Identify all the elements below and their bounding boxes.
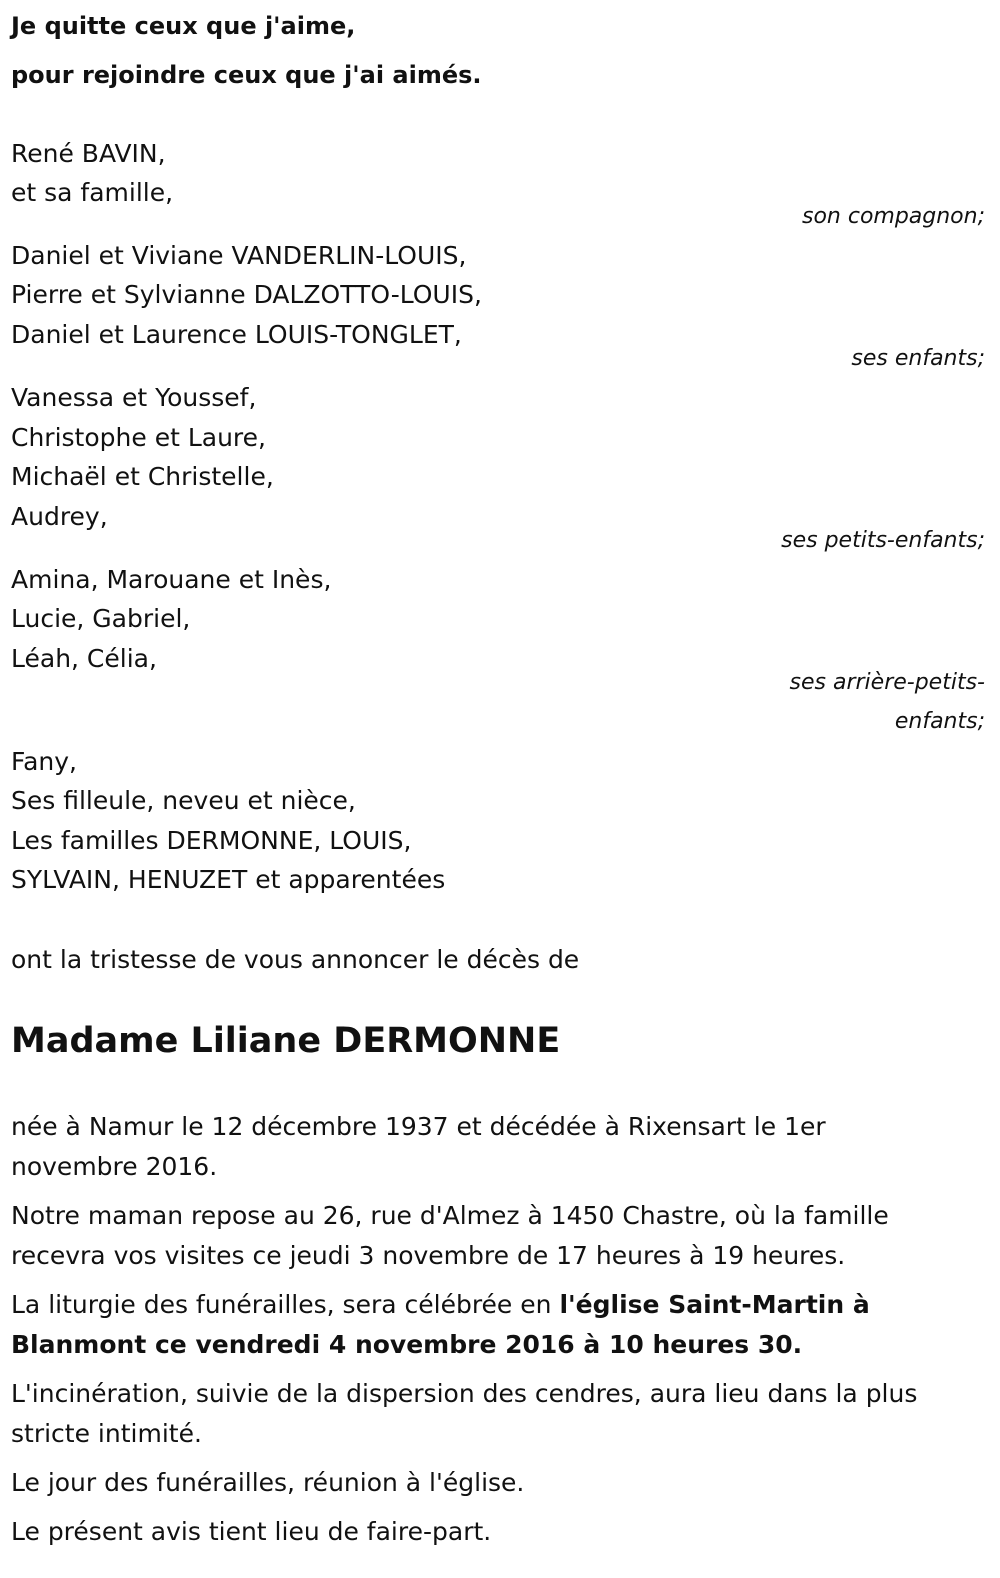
role-companion: son compagnon; [801,204,985,229]
role-great-grandchildren-line-1: ses arrière-petits- [789,670,985,695]
others-line-4: SYLVAIN, HENUZET et apparentées [11,865,446,894]
birth-line-1: née à Namur le 12 décembre 1937 et décédée à Rixensart le 1er [11,1112,826,1141]
liturgy-line-2: Blanmont ce vendredi 4 novembre 2016 à 10 heures 30. [11,1330,803,1359]
quote-line-2: pour rejoindre ceux que j'ai aimés. [11,61,482,89]
cremation-line-1: L'incinération, suivie de la dispersion des cendres, aura lieu dans la plus [11,1379,918,1408]
children-line-1: Daniel et Viviane VANDERLIN-LOUIS, [11,241,467,270]
birth-line-2: novembre 2016. [11,1152,218,1181]
role-grandchildren: ses petits-enfants; [781,528,985,553]
birth-death-paragraph [11,1107,986,1187]
visit-line-1: Notre maman repose au 26, rue d'Almez à 1450 Chastre, où la famille [11,1201,889,1230]
deceased-name: Madame Liliane DERMONNE [11,1021,561,1061]
notice-text: Le présent avis tient lieu de faire-part. [11,1517,492,1546]
liturgy-paragraph [11,1285,986,1365]
visit-line-2: recevra vos visites ce jeudi 3 novembre de 17 heures à 19 heures. [11,1241,846,1270]
role-great-grandchildren-line-2: enfants; [894,709,985,734]
great-grandchildren-line-1: Amina, Marouane et Inès, [11,565,332,594]
liturgy-prefix: La liturgie des funérailles, sera célébrée en [11,1290,560,1319]
others-line-2: Ses filleule, neveu et nièce, [11,786,356,815]
great-grandchildren-line-3: Léah, Célia, [11,644,157,673]
visit-paragraph [11,1196,986,1276]
companion-line-2: et sa famille, [11,178,174,207]
grandchildren-line-3: Michaël et Christelle, [11,462,274,491]
grandchildren-line-1: Vanessa et Youssef, [11,383,257,412]
others-line-1: Fany, [11,747,77,776]
quote-line-1: Je quitte ceux que j'aime, [11,12,356,40]
announcement-text: ont la tristesse de vous annoncer le décès de [11,945,580,974]
role-children: ses enfants; [851,346,985,371]
children-line-3: Daniel et Laurence LOUIS-TONGLET, [11,320,462,349]
liturgy-church: l'église Saint-Martin à [559,1290,870,1319]
grandchildren-line-4: Audrey, [11,502,108,531]
meeting-text: Le jour des funérailles, réunion à l'église. [11,1468,525,1497]
children-line-2: Pierre et Sylvianne DALZOTTO-LOUIS, [11,280,482,309]
great-grandchildren-line-2: Lucie, Gabriel, [11,604,191,633]
cremation-paragraph [11,1374,986,1454]
grandchildren-line-2: Christophe et Laure, [11,423,266,452]
others-line-3: Les familles DERMONNE, LOUIS, [11,826,412,855]
liturgy-line-1 [11,1285,986,1325]
cremation-line-2: stricte intimité. [11,1419,202,1448]
companion-line-1: René BAVIN, [11,139,166,168]
